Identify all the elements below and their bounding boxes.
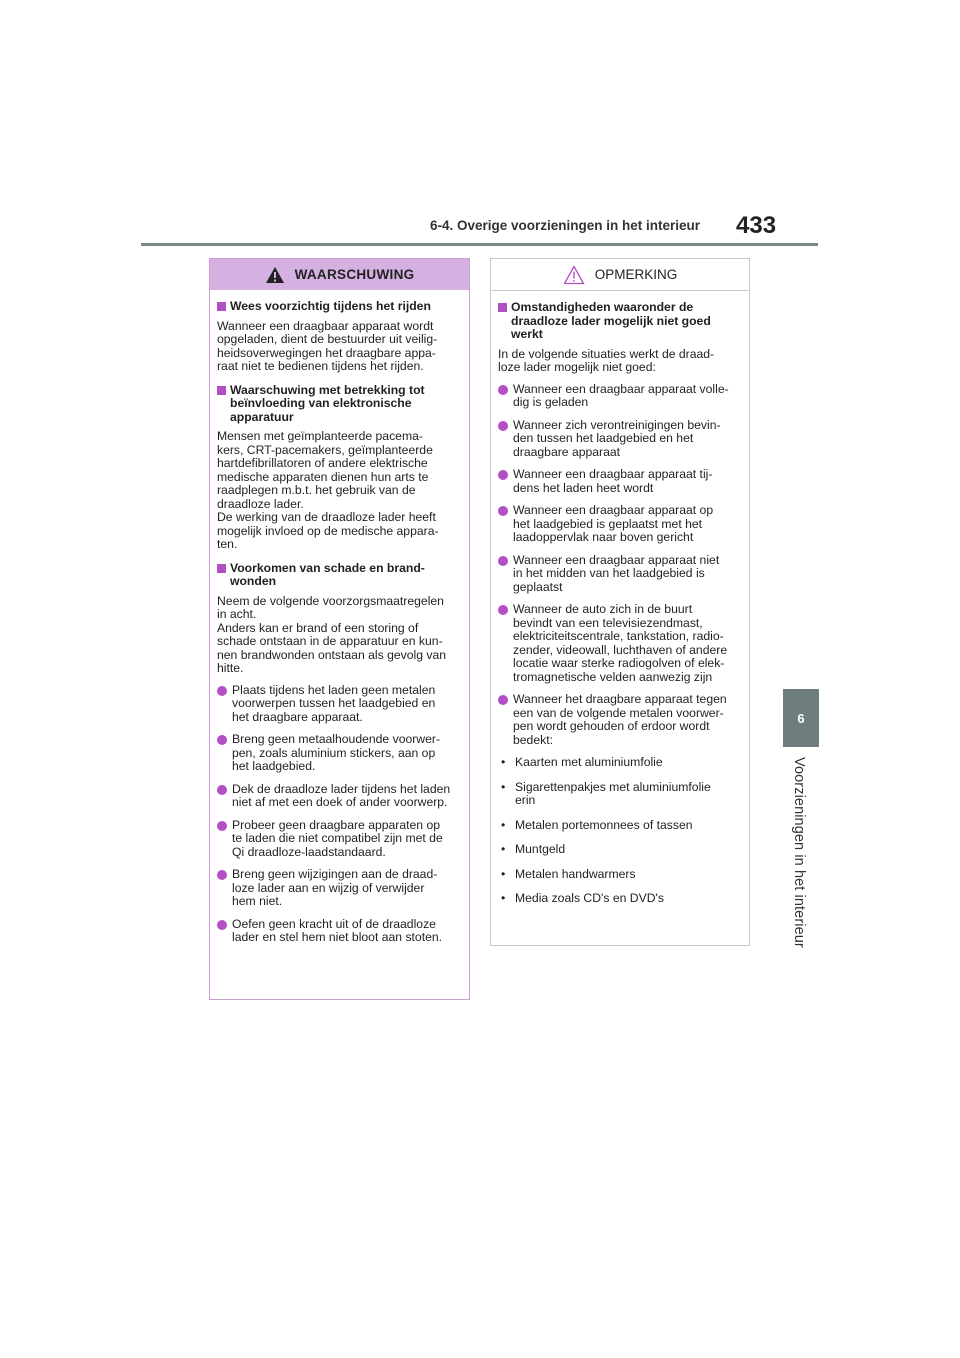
sub-list-item: [498, 868, 742, 882]
list-item: [498, 603, 742, 684]
sub-list-item: [498, 756, 742, 770]
list-item: [498, 468, 742, 495]
sub-list-item: [498, 892, 742, 906]
warning-triangle-icon: [265, 266, 285, 284]
list-item: [217, 783, 462, 810]
list-item-text: Wanneer een draagbaar apparaat niet in het midden van het laadgebied is geplaatst: [513, 552, 720, 594]
list-item: [498, 504, 742, 545]
square-bullet-icon: [217, 386, 226, 395]
caution-triangle-icon: [563, 265, 585, 285]
round-bullet-icon: [217, 821, 227, 831]
sub-list-item-text: Media zoals CD's en DVD's: [515, 891, 664, 905]
square-bullet-icon: [217, 564, 226, 573]
section-title-text: Waarschuwing met betrekking tot beïnvloeding van elektronische apparatuur: [230, 382, 425, 424]
dot-marker-icon: •: [501, 866, 506, 881]
list-item: [217, 684, 462, 725]
sub-list-item: [498, 843, 742, 857]
dot-marker-icon: •: [501, 891, 506, 905]
list-item-text: Wanneer een draagbaar apparaat op het laadgebied is geplaatst met het laadoppervlak naar boven gericht: [513, 503, 714, 544]
sub-list-item-text: Sigarettenpakjes met aluminiumfolie erin: [515, 779, 711, 807]
list-item: [498, 419, 742, 460]
chapter-label: Voorzieningen in het interieur: [791, 757, 807, 948]
list-item-text: Wanneer een draagbaar apparaat volle- dig is geladen: [513, 381, 729, 409]
list-item-text: Wanneer een draagbaar apparaat tij- dens het laden heet wordt: [513, 467, 713, 495]
warning-header: [210, 259, 469, 290]
list-item-text: Plaats tijdens het laden geen metalen voorwerpen tussen het laadgebied en het draagbare apparaat.: [232, 682, 436, 724]
sub-list-item-text: Muntgeld: [515, 842, 566, 856]
list-item-text: Dek de draadloze lader tijdens het laden niet af met een doek of ander voorwerp.: [232, 781, 451, 809]
dot-marker-icon: •: [501, 817, 506, 832]
list-item: [217, 733, 462, 774]
chapter-tab[interactable]: [783, 689, 819, 747]
section-title-text: Voorkomen van schade en brand- wonden: [230, 560, 425, 588]
warning-box: [209, 258, 470, 1000]
round-bullet-icon: [498, 556, 508, 566]
list-item-text: Breng geen wijzigingen aan de draad- loze lader aan en wijzig of verwijder hem niet.: [232, 867, 438, 908]
warning-section-title: [217, 562, 462, 589]
list-item: [217, 918, 462, 945]
section-header: 6-4. Overige voorzieningen in het interieur: [429, 218, 700, 233]
list-item-text: Wanneer de auto zich in de buurt bevindt van een televisiezendmast, elektriciteitscentrale, tankstation, radio- zender, videowall, luchthaven of andere locatie waar sterke radiogolven of elek- tromagnetische velden aanwezig zijn: [513, 602, 728, 684]
dot-marker-icon: •: [501, 779, 506, 794]
round-bullet-icon: [217, 785, 227, 795]
round-bullet-icon: [217, 686, 227, 696]
note-body: [491, 291, 749, 906]
warning-section-title: [217, 384, 462, 425]
list-item: [498, 554, 742, 595]
note-header: [491, 259, 749, 291]
sub-list-item: [498, 819, 742, 833]
warning-paragraph: Neem de volgende voorzorgsmaatregelen in acht. Anders kan er brand of een storing of schade ontstaan in de apparatuur en kun- nen brandwonden ontstaan als gevolg van hitte.: [217, 593, 447, 675]
list-item-text: Probeer geen draagbare apparaten op te laden die niet compatibel zijn met de Qi draadloze-laadstandaard.: [232, 817, 443, 859]
list-item-text: Breng geen metaalhoudende voorwer- pen, zoals aluminium stickers, aan op het laadgebied.: [232, 732, 441, 773]
list-item-text: Wanneer zich verontreinigingen bevin- den tussen het laadgebied en het draagbare apparaat: [513, 417, 721, 459]
note-intro: In de volgende situaties werkt de draad- loze lader mogelijk niet goed:: [498, 346, 715, 374]
header-divider: [141, 243, 818, 246]
round-bullet-icon: [498, 605, 508, 615]
list-item: [498, 383, 742, 410]
list-item-text: Oefen geen kracht uit of de draadloze lader en stel hem niet bloot aan stoten.: [232, 916, 443, 944]
round-bullet-icon: [217, 920, 227, 930]
round-bullet-icon: [498, 385, 508, 395]
list-item-text: Wanneer het draagbare apparaat tegen een van de volgende metalen voorwer- pen wordt gehouden of erdoor wordt bedekt:: [513, 692, 727, 747]
round-bullet-icon: [498, 421, 508, 431]
note-heading: OPMERKING: [594, 267, 678, 282]
round-bullet-icon: [217, 735, 227, 745]
dot-marker-icon: •: [501, 842, 506, 856]
section-title-text: Wees voorzichtig tijdens het rijden: [230, 299, 431, 313]
note-box: [490, 258, 750, 946]
dot-marker-icon: •: [501, 755, 506, 769]
list-item: [217, 868, 462, 909]
square-bullet-icon: [217, 302, 226, 311]
sub-list-item-text: Metalen portemonnees of tassen: [515, 817, 693, 832]
warning-paragraph: Wanneer een draagbaar apparaat wordt opgeladen, dient de bestuurder uit veilig- heidsoverwegingen het draagbare appa- raat niet te bedienen tijdens het rijden.: [217, 318, 438, 373]
warning-paragraph: Mensen met geïmplanteerde pacema- kers, CRT-pacemakers, geïmplanteerde hartdefibrillatoren of andere elektrische medische apparaten dienen hun arts te raadplegen m.b.t. het gebruik van de draadloze lader. De werking van de draadloze lader heeft mogelijk invloed op de medische appara- ten.: [217, 429, 439, 551]
warning-section-title: [217, 300, 462, 314]
sub-list-item: [498, 781, 742, 808]
note-section-title: [498, 301, 742, 342]
sub-list-item-text: Kaarten met aluminiumfolie: [515, 755, 663, 769]
chapter-number: 6: [797, 710, 805, 726]
round-bullet-icon: [498, 506, 508, 516]
list-item: [498, 693, 742, 747]
warning-heading: WAARSCHUWING: [294, 267, 415, 282]
page-number: 433: [736, 212, 777, 239]
list-item: [217, 819, 462, 860]
round-bullet-icon: [217, 870, 227, 880]
sub-list-item-text: Metalen handwarmers: [515, 866, 636, 881]
section-title-text: Omstandigheden waaronder de draadloze lader mogelijk niet goed werkt: [511, 300, 711, 341]
round-bullet-icon: [498, 470, 508, 480]
round-bullet-icon: [498, 695, 508, 705]
square-bullet-icon: [498, 303, 507, 312]
warning-body: [210, 290, 469, 945]
